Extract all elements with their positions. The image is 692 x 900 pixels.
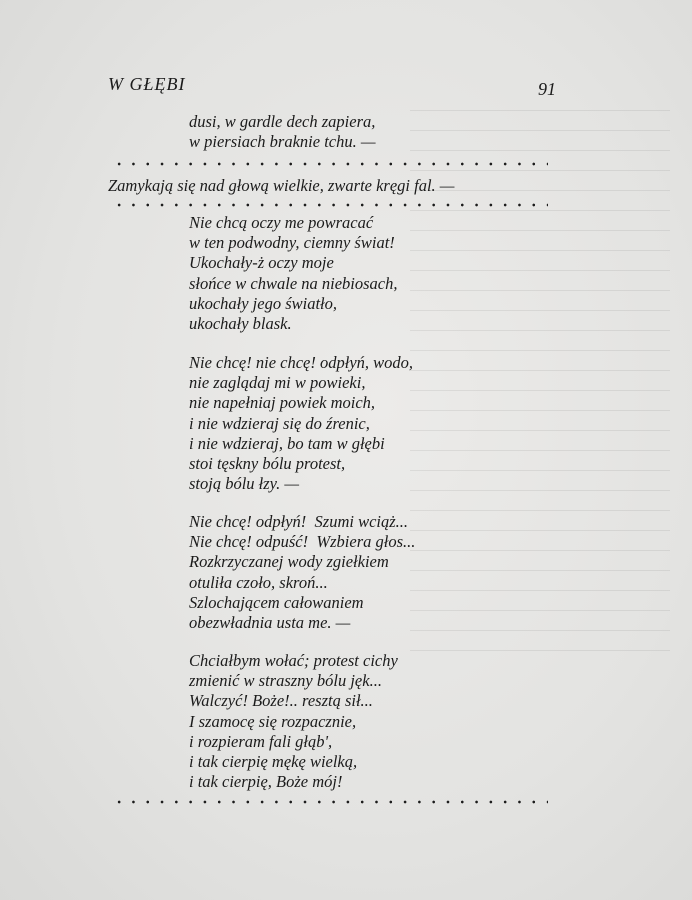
poem-line: i tak cierpię, Boże mój! [189,772,343,792]
poem-line: nie napełniaj powiek moich, [189,393,376,413]
stanza-1 [189,112,376,152]
poem-line: ukochały jego światło, [189,293,338,313]
poem-line: słońce w chwale na niebiosach, [189,273,398,293]
interlude-line: Zamykają się nad głową wielkie, zwarte kręgi fal. — [108,176,455,195]
running-head-title: W GŁĘBI [108,74,186,94]
page-number: 91 [538,79,556,99]
poem-line: i rozpieram fali głąb', [189,731,333,751]
stanza-3 [189,353,413,494]
poem-line: stoją bólu łzy. — [189,474,300,494]
poem-line: i nie wdzieraj, bo tam w głębi [189,433,385,453]
stanza-2 [189,213,398,334]
dotted-separator [112,162,548,166]
dotted-separator [112,800,548,804]
poem-line: obezwładnia usta me. — [189,613,351,633]
poem-line: otuliła czoło, skroń... [189,572,328,592]
poem-line: Nie chcę! odpuść! Wzbiera głos... [189,532,416,552]
stanza-4 [189,512,415,633]
poem-line: w piersiach braknie tchu. — [189,132,376,152]
poem-line: I szamocę się rozpacznie, [189,711,357,731]
poem-line: nie zaglądaj mi w powieki, [189,373,366,393]
poem-line: w ten podwodny, ciemny świat! [189,233,395,253]
dotted-separator [112,203,548,207]
poem-line: Rozkrzyczanej wody zgiełkiem [189,552,389,572]
stanza-5 [189,651,398,792]
poem-line: i nie wdzieraj się do źrenic, [189,413,370,433]
poem-line: Ukochały-ż oczy moje [189,253,334,273]
poem-line: Chciałbym wołać; protest cichy [189,651,398,670]
poem-line: stoi tęskny bólu protest, [189,454,346,474]
poem-line: Szlochającem całowaniem [189,592,364,612]
poem-line: Nie chcą oczy me powracać [189,213,374,232]
poem-line: Nie chcę! odpłyń! Szumi wciąż... [189,512,409,531]
poem-line: dusi, w gardle dech zapiera, [189,112,376,131]
poem-line: ukochały blask. [189,314,292,334]
poem-line: zmienić w straszny bólu jęk... [189,671,382,691]
poem-line: i tak cierpię mękę wielką, [189,752,358,772]
poem-line: Walczyć! Boże!.. resztą sił... [189,691,373,711]
poem-line: Nie chcę! nie chcę! odpłyń, wodo, [189,353,414,372]
